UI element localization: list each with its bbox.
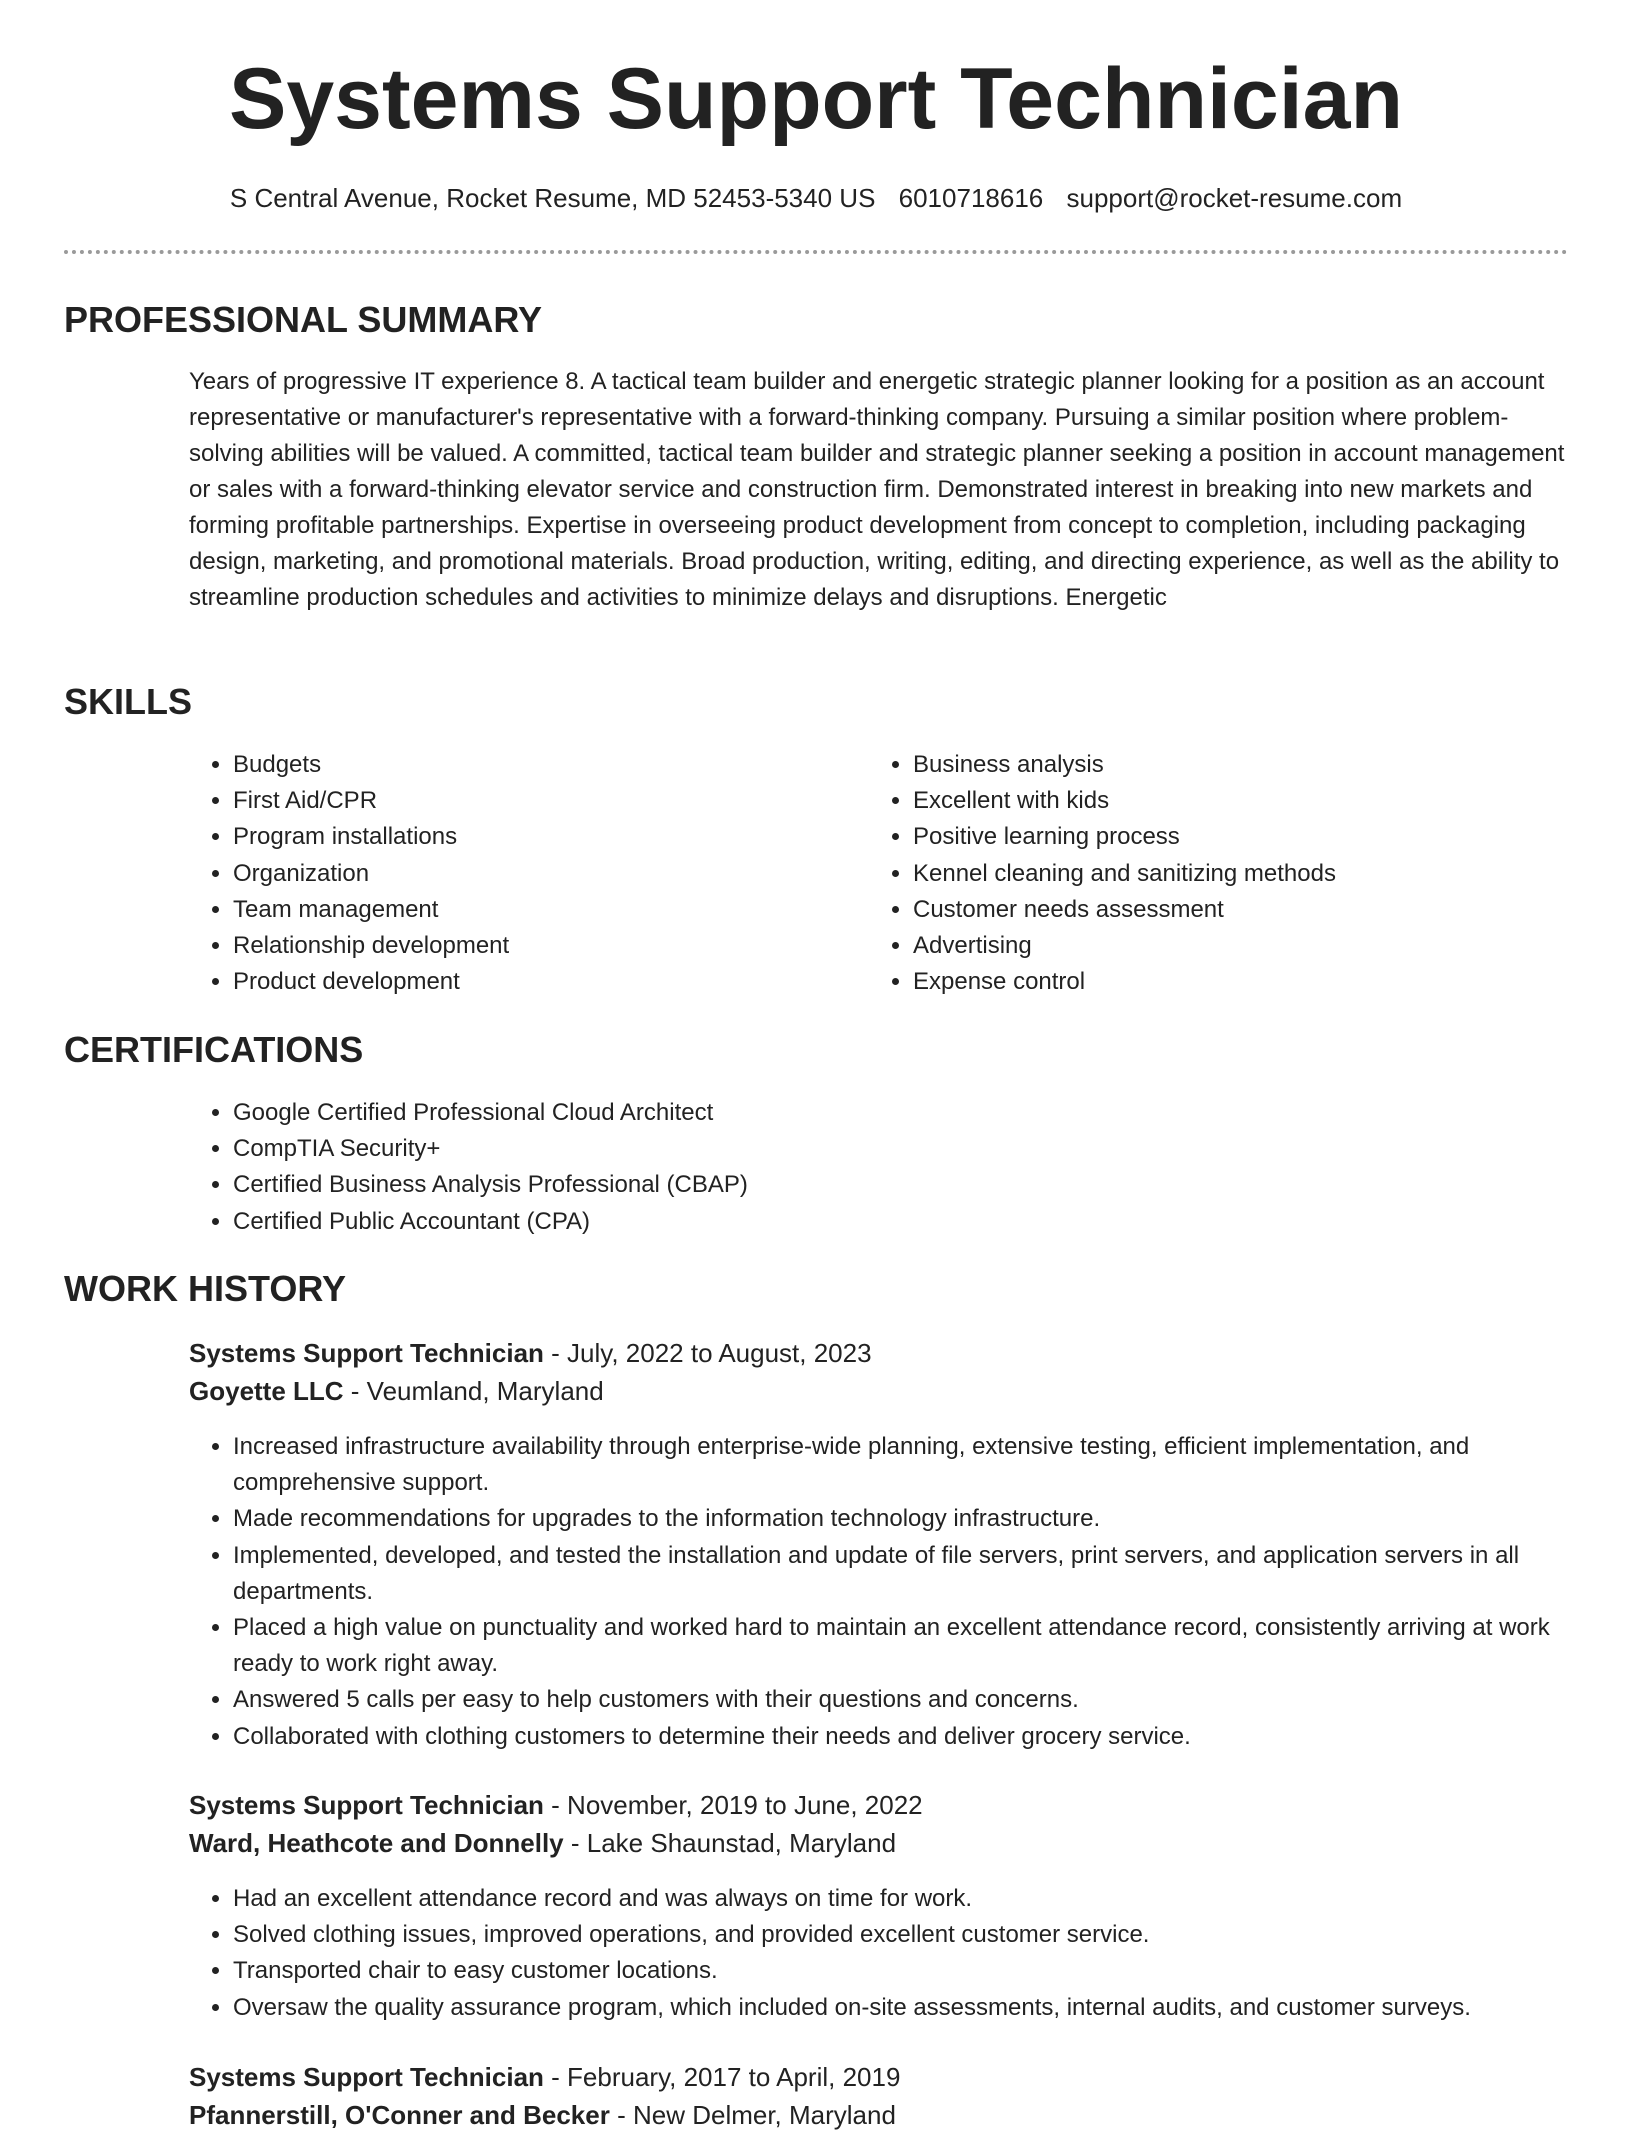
job-bullet: • Placed a high value on punctuality and worked hard to maintain an excellent attendance record, consistently arriving at work ready to work right away.: [233, 1610, 1613, 1682]
skill-item: • Business analysis: [913, 747, 1593, 783]
header-divider: [64, 250, 1568, 254]
skill-item: • Kennel cleaning and sanitizing methods: [913, 856, 1593, 892]
job-bullet: • Made recommendations for upgrades to the information technology infrastructure.: [233, 1501, 1613, 1537]
job-location: - Veumland, Maryland: [343, 1376, 604, 1406]
job-bullet: • Transported chair to easy customer locations.: [233, 1953, 1613, 1989]
job-bullet: • Answered 5 calls per easy to help customers with their questions and concerns.: [233, 1682, 1613, 1718]
job-dates: - July, 2022 to August, 2023: [543, 1338, 872, 1368]
skill-item: • Product development: [233, 964, 853, 1000]
certification-item: • Certified Public Accountant (CPA): [233, 1204, 1533, 1240]
job-company-line: [189, 1372, 604, 1410]
skill-item: • Budgets: [233, 747, 853, 783]
summary-text: Years of progressive IT experience 8. A tactical team builder and energetic strategic planner looking for a position as an account representative or manufacturer's representative with a forward-thinking company. Pursuing a similar position where problem-solving abilities will be valued. A committed, tactical team builder and strategic planner seeking a position in account management or sales with a forward-thinking elevator service and construction firm. Demonstrated interest in breaking into new markets and forming profitable partnerships. Expertise in overseeing product development from concept to completion, including packaging design, marketing, and promotional materials. Broad production, writing, editing, and directing experience, as well as the ability to streamline production schedules and activities to minimize delays and disruptions. Energetic: [189, 368, 1565, 611]
contact-phone: 6010718616: [898, 183, 1044, 213]
certifications-heading: CERTIFICATIONS: [64, 1029, 364, 1070]
skills-heading: SKILLS: [64, 681, 193, 722]
job-title: Systems Support Technician: [189, 1338, 544, 1368]
skill-item: • Advertising: [913, 928, 1593, 964]
job-title: Systems Support Technician: [189, 2062, 544, 2092]
certifications-list: [189, 1095, 1533, 1240]
job-location: - Lake Shaunstad, Maryland: [563, 1828, 897, 1858]
skill-item: • First Aid/CPR: [233, 783, 853, 819]
job-bullet: • Oversaw the quality assurance program, which included on-site assessments, internal audits, and customer surveys.: [233, 1990, 1613, 2026]
skill-item: • Team management: [233, 892, 853, 928]
summary-heading: PROFESSIONAL SUMMARY: [64, 299, 543, 340]
job-bullets: [189, 1429, 1613, 1755]
job-dates: - November, 2019 to June, 2022: [543, 1790, 923, 1820]
contact-line: [0, 183, 1632, 214]
job-title-line: [189, 1786, 923, 1824]
job-bullets: [189, 1881, 1613, 2026]
job-bullet: • Collaborated with clothing customers to determine their needs and deliver grocery service.: [233, 1719, 1613, 1755]
skills-list-left: [189, 747, 853, 1000]
skill-item: • Relationship development: [233, 928, 853, 964]
job-company: Ward, Heathcote and Donnelly: [189, 1828, 564, 1858]
job-company: Pfannerstill, O'Conner and Becker: [189, 2100, 610, 2130]
job-bullet: • Solved clothing issues, improved operations, and provided excellent customer service.: [233, 1917, 1613, 1953]
skill-item: • Organization: [233, 856, 853, 892]
certification-item: • Certified Business Analysis Professional (CBAP): [233, 1167, 1533, 1203]
skill-item: • Program installations: [233, 819, 853, 855]
skills-list-right: [869, 747, 1593, 1000]
resume-name: Systems Support Technician: [228, 51, 1404, 147]
skill-item: • Excellent with kids: [913, 783, 1593, 819]
skill-item: • Customer needs assessment: [913, 892, 1593, 928]
certification-item: • Google Certified Professional Cloud Architect: [233, 1095, 1533, 1131]
job-bullet: • Had an excellent attendance record and was always on time for work.: [233, 1881, 1613, 1917]
job-company: Goyette LLC: [189, 1376, 344, 1406]
job-title-line: [189, 2058, 900, 2096]
job-bullet: • Increased infrastructure availability through enterprise-wide planning, extensive testing, efficient implementation, and comprehensive support.: [233, 1429, 1613, 1501]
job-location: - New Delmer, Maryland: [609, 2100, 896, 2130]
job-company-line: [189, 2096, 896, 2134]
skill-item: • Expense control: [913, 964, 1593, 1000]
certification-item: • CompTIA Security+: [233, 1131, 1533, 1167]
job-company-line: [189, 1824, 896, 1862]
contact-address: S Central Avenue, Rocket Resume, MD 52453-5340 US: [229, 183, 876, 213]
job-dates: - February, 2017 to April, 2019: [543, 2062, 901, 2092]
contact-email: support@rocket-resume.com: [1066, 183, 1403, 213]
job-title: Systems Support Technician: [189, 1790, 544, 1820]
job-bullet: • Implemented, developed, and tested the installation and update of file servers, print servers, and application servers in all departments.: [233, 1538, 1613, 1610]
job-title-line: [189, 1334, 872, 1372]
skill-item: • Positive learning process: [913, 819, 1593, 855]
work-history-heading: WORK HISTORY: [64, 1268, 347, 1309]
